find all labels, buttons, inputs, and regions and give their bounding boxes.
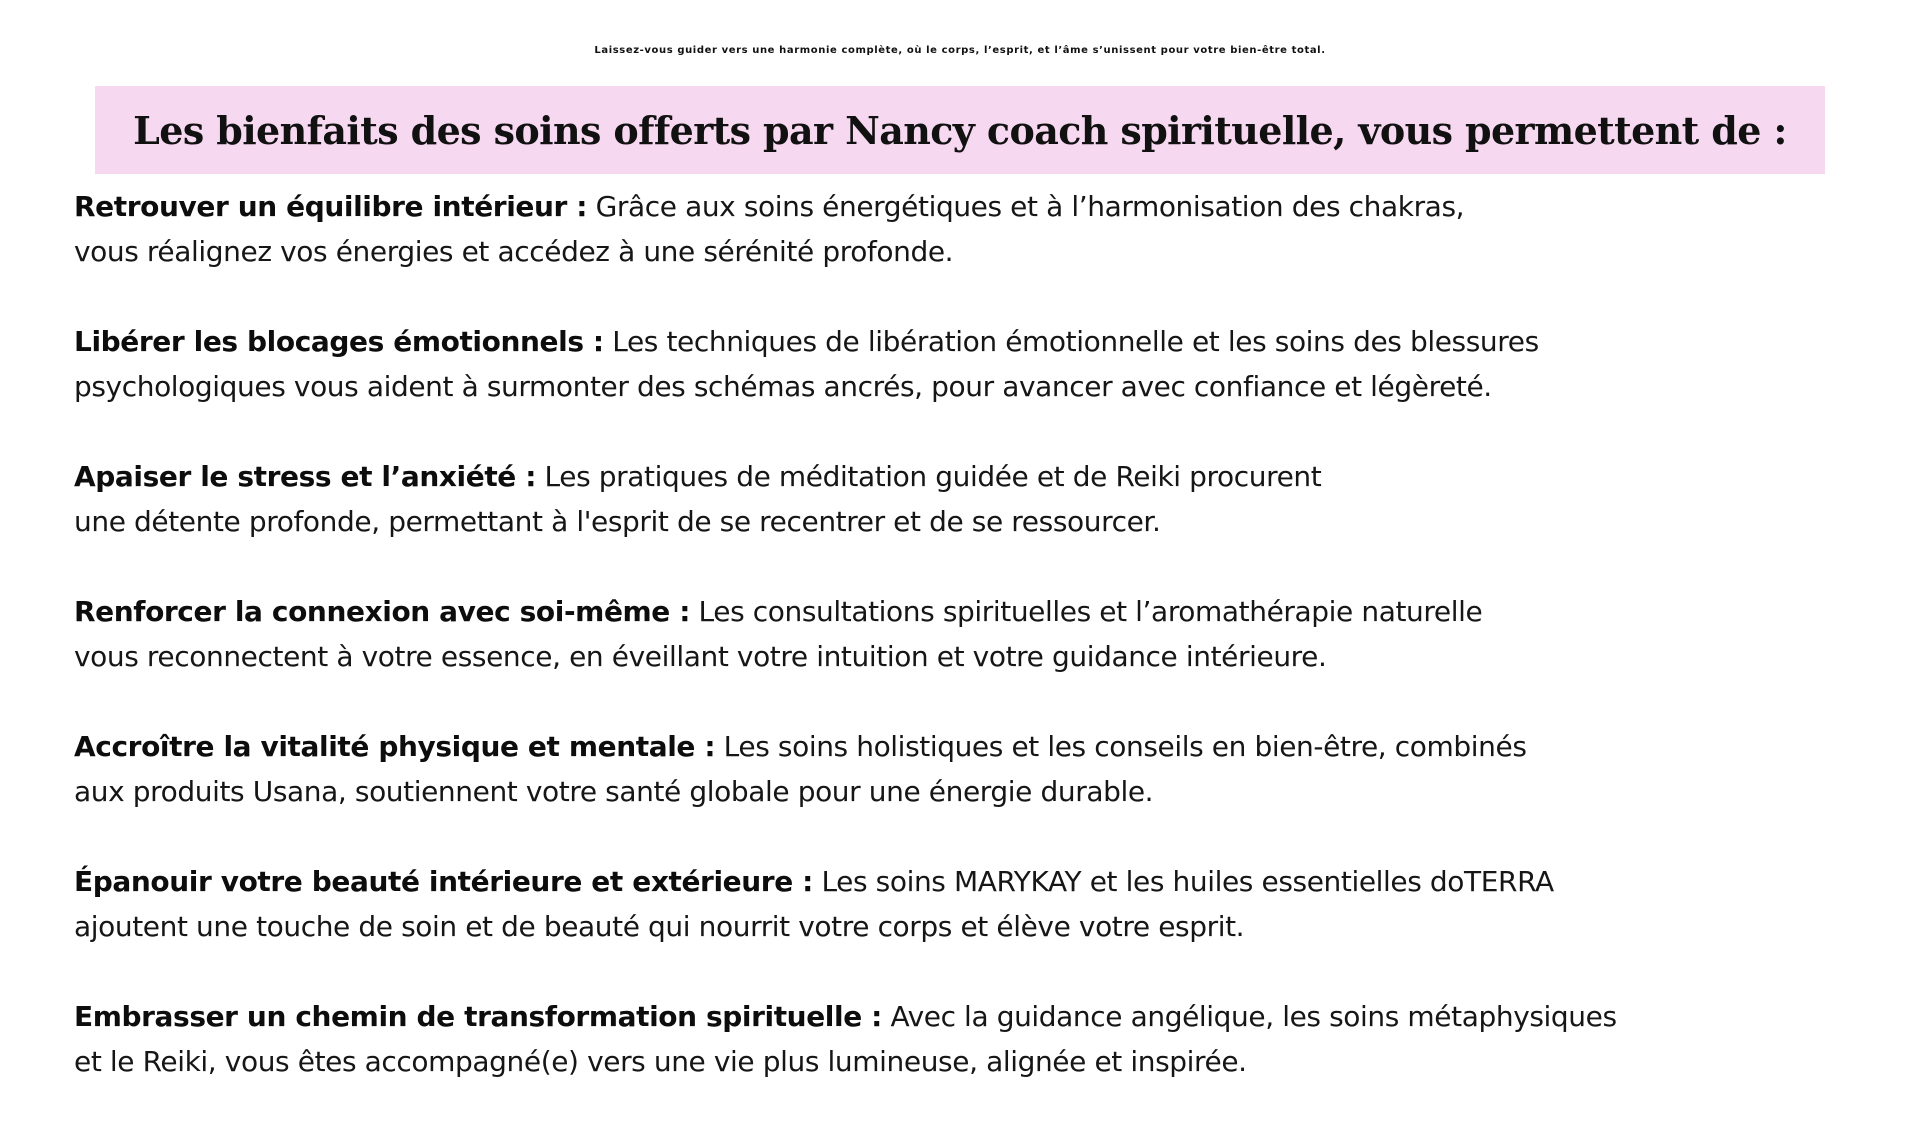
benefit-line-1 — [74, 454, 1874, 499]
benefit-line-2: ajoutent une touche de soin et de beauté qui nourrit votre corps et élève votre esprit. — [74, 910, 1245, 943]
benefit-title: Apaiser le stress et l’anxiété : — [74, 460, 537, 493]
benefit-line-2: aux produits Usana, soutiennent votre santé globale pour une énergie durable. — [74, 775, 1154, 808]
benefit-item-transformation — [74, 994, 1874, 1084]
heading-banner — [95, 86, 1825, 174]
benefits-list — [74, 184, 1874, 1129]
benefit-text: Les pratiques de méditation guidée et de Reiki procurent — [536, 460, 1322, 493]
benefit-line-2: vous réalignez vos énergies et accédez à une sérénité profonde. — [74, 235, 954, 268]
benefit-text: Grâce aux soins énergétiques et à l’harmonisation des chakras, — [587, 190, 1465, 223]
benefit-text: Les techniques de libération émotionnelle et les soins des blessures — [603, 325, 1539, 358]
benefit-text: Les soins MARYKAY et les huiles essentielles doTERRA — [812, 865, 1554, 898]
benefit-line-2: psychologiques vous aident à surmonter des schémas ancrés, pour avancer avec confiance et légèreté. — [74, 370, 1492, 403]
benefit-title: Épanouir votre beauté intérieure et extérieure : — [74, 865, 813, 898]
benefit-title: Libérer les blocages émotionnels : — [74, 325, 604, 358]
benefit-item-connexion — [74, 589, 1874, 679]
benefit-title: Accroître la vitalité physique et mentale : — [74, 730, 716, 763]
benefit-item-equilibre — [74, 184, 1874, 274]
benefit-line-1 — [74, 589, 1874, 634]
benefit-item-vitalite — [74, 724, 1874, 814]
tagline: Laissez-vous guider vers une harmonie complète, où le corps, l’esprit, et l’âme s’unissent pour votre bien-être total. — [594, 45, 1326, 56]
benefit-line-1 — [74, 319, 1874, 364]
benefit-item-stress — [74, 454, 1874, 544]
benefit-line-2: vous reconnectent à votre essence, en éveillant votre intuition et votre guidance intérieure. — [74, 640, 1327, 673]
benefit-item-beaute — [74, 859, 1874, 949]
benefit-title: Renforcer la connexion avec soi-même : — [74, 595, 691, 628]
benefit-item-blocages — [74, 319, 1874, 409]
benefit-line-1 — [74, 994, 1874, 1039]
benefit-title: Retrouver un équilibre intérieur : — [74, 190, 588, 223]
benefit-line-2: une détente profonde, permettant à l'esprit de se recentrer et de se ressourcer. — [74, 505, 1161, 538]
page-title: Les bienfaits des soins offerts par Nancy coach spirituelle, vous permettent de : — [133, 107, 1787, 153]
benefit-title: Embrasser un chemin de transformation spirituelle : — [74, 1000, 882, 1033]
benefit-text: Avec la guidance angélique, les soins métaphysiques — [881, 1000, 1617, 1033]
benefit-line-1 — [74, 184, 1874, 229]
benefit-line-1 — [74, 724, 1874, 769]
benefit-line-2: et le Reiki, vous êtes accompagné(e) vers une vie plus lumineuse, alignée et inspirée. — [74, 1045, 1247, 1078]
benefit-text: Les consultations spirituelles et l’aromathérapie naturelle — [690, 595, 1483, 628]
benefit-text: Les soins holistiques et les conseils en bien-être, combinés — [715, 730, 1527, 763]
benefit-line-1 — [74, 859, 1874, 904]
